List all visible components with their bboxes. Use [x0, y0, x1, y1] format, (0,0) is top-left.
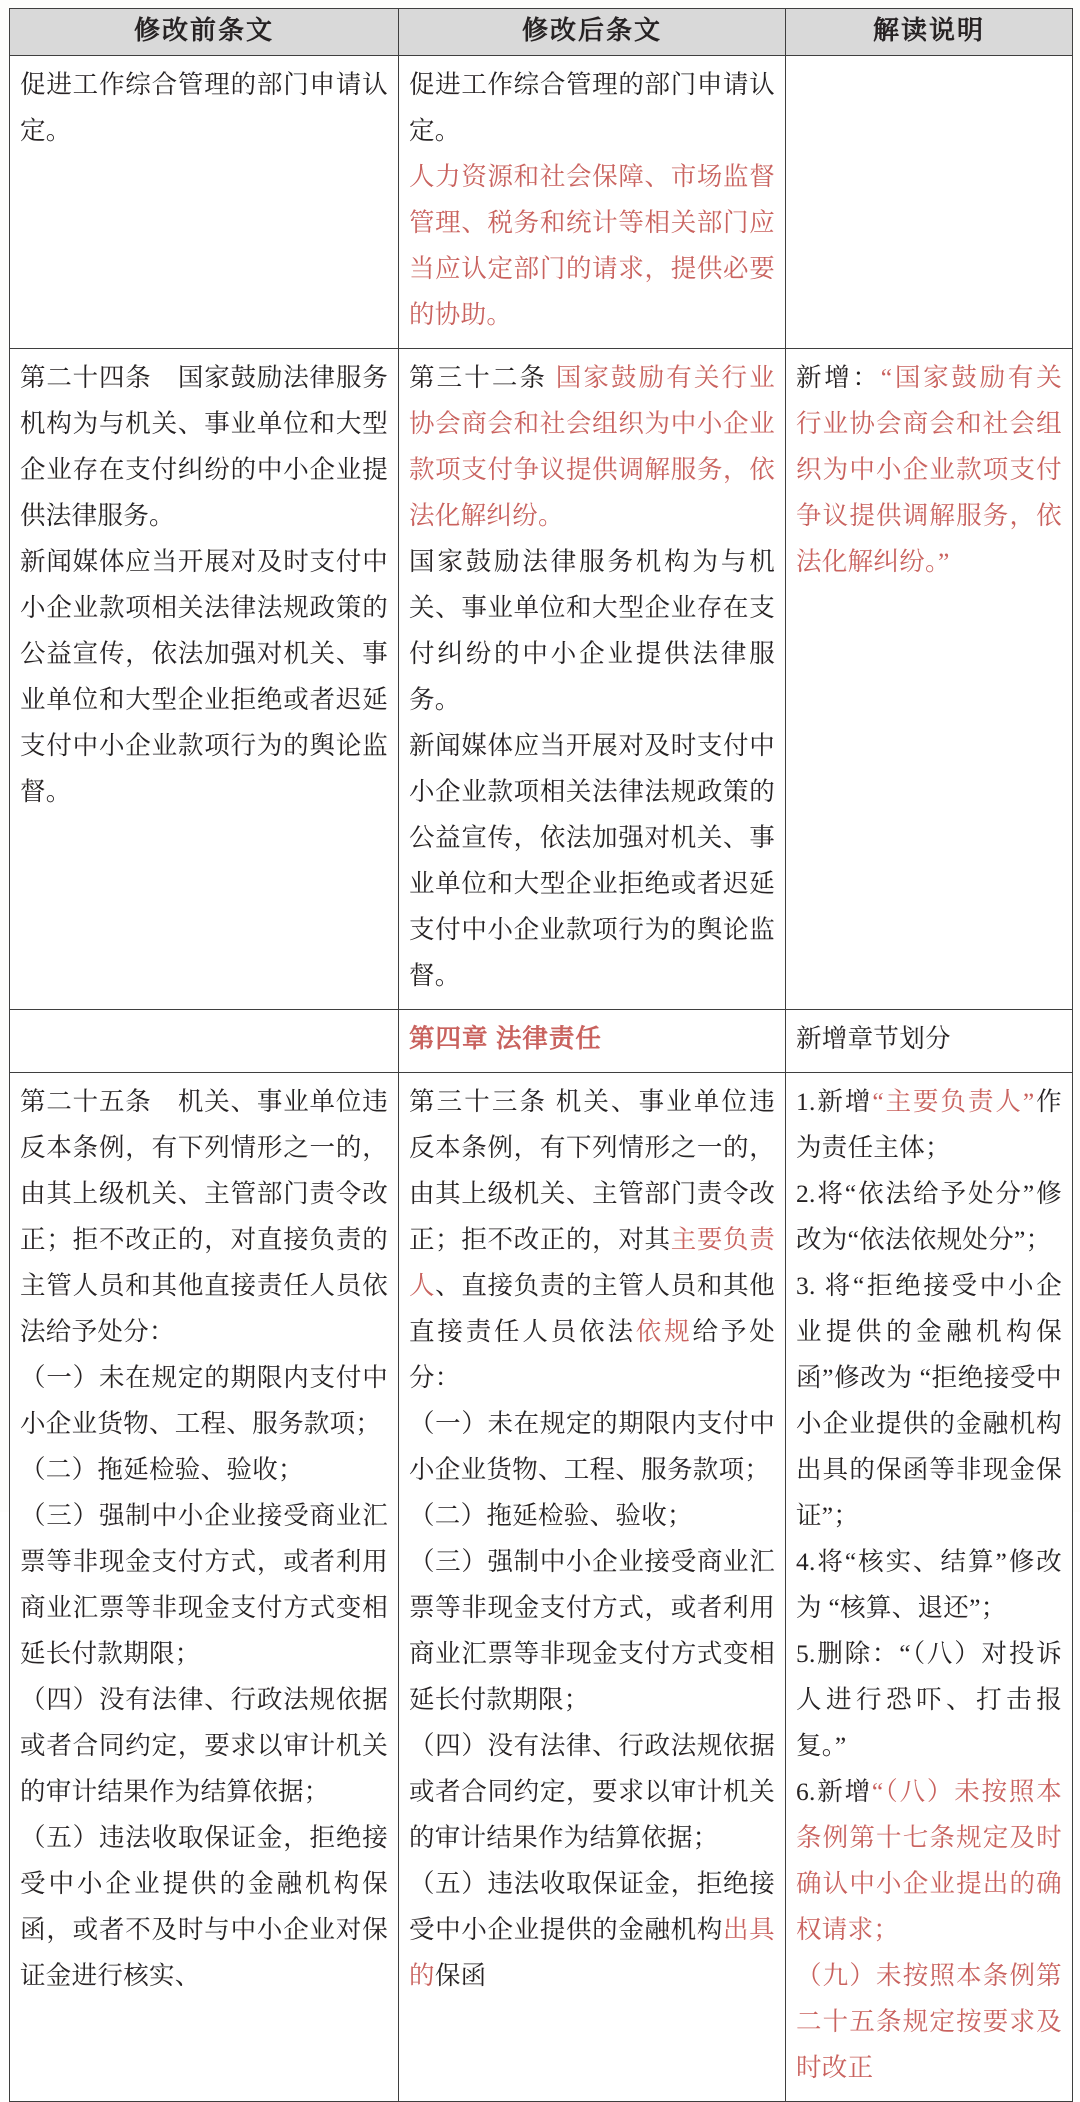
paragraph [409, 1401, 775, 1493]
body-text: 给予处分： [409, 1317, 775, 1392]
inserted-text: “（八）未按照本条例第十七条规定及时确认中小企业提出的确权请求； [796, 1777, 1063, 1944]
paragraph [796, 1016, 1062, 1062]
table-body [10, 56, 1073, 2102]
body-text: 促进工作综合管理的部门申请认定。 [409, 70, 775, 145]
body-text: 作为责任主体； [796, 1087, 1062, 1162]
cell-note [786, 56, 1073, 349]
inserted-text: “主要负责人” [872, 1087, 1035, 1116]
paragraph [796, 1079, 1062, 1171]
inserted-text: 人力资源和社会保障、市场监督管理、税务和统计等相关部门应当应认定部门的请求，提供必要的协助。 [409, 162, 775, 329]
body-text: 、直接负责的主管人员和其他直接责任人员依法 [409, 1271, 775, 1346]
paragraph [409, 1539, 775, 1723]
column-header-after: 修改后条文 [399, 9, 786, 56]
inserted-text: 国家鼓励有关行业协会商会和社会组织为中小企业款项支付争议提供调解服务，依法化解纠纷。 [409, 363, 775, 530]
cell-note [786, 349, 1073, 1010]
paragraph [20, 1447, 388, 1493]
paragraph [409, 539, 775, 723]
paragraph [409, 355, 775, 539]
paragraph [796, 1769, 1062, 1953]
body-text: 5.删除：“（八）对投诉人进行恐吓、打击报复。” [796, 1639, 1062, 1760]
body-text: 第三十二条 [409, 363, 556, 392]
row-article-24-32 [10, 349, 1073, 1010]
body-text: （二）拖延检验、验收； [20, 1455, 304, 1484]
paragraph [409, 1493, 775, 1539]
body-text: （一）未在规定的期限内支付中小企业货物、工程、服务款项； [409, 1409, 775, 1484]
paragraph [409, 1861, 775, 1999]
paragraph [20, 1815, 388, 1999]
body-text: 4.将“核实、结算”修改为 “核算、退还”； [796, 1547, 1062, 1622]
row-chapter-4 [10, 1010, 1073, 1073]
cell-before [10, 1010, 399, 1073]
body-text: 新增： [796, 363, 881, 392]
body-text: （四）没有法律、行政法规依据或者合同约定，要求以审计机关的审计结果作为结算依据； [409, 1731, 775, 1852]
table-header [10, 9, 1073, 56]
paragraph [409, 1079, 775, 1401]
cell-before [10, 1073, 399, 2102]
body-text: （二）拖延检验、验收； [409, 1501, 693, 1530]
paragraph [20, 1677, 388, 1815]
cell-before [10, 56, 399, 349]
body-text: 促进工作综合管理的部门申请认定。 [20, 70, 388, 145]
body-text: （三）强制中小企业接受商业汇票等非现金支付方式，或者利用商业汇票等非现金支付方式变相延长付款期限； [20, 1501, 388, 1668]
paragraph [796, 1171, 1062, 1263]
paragraph [409, 1016, 775, 1062]
cell-before [10, 349, 399, 1010]
paragraph [796, 1539, 1062, 1631]
column-header-before: 修改前条文 [10, 9, 399, 56]
paragraph [409, 154, 775, 338]
body-text: （一）未在规定的期限内支付中小企业货物、工程、服务款项； [20, 1363, 388, 1438]
body-text: 2.将“依法给予处分”修改为“依法依规处分”； [796, 1179, 1062, 1254]
body-text: 第二十五条 机关、事业单位违反本条例，有下列情形之一的，由其上级机关、主管部门责令改正；拒不改正的，对直接负责的主管人员和其他直接责任人员依法给予处分： [20, 1087, 388, 1346]
cell-after [399, 56, 786, 349]
body-text: （五）违法收取保证金，拒绝接受中小企业提供的金融机构保函，或者不及时与中小企业对保证金进行核实、 [20, 1823, 388, 1990]
paragraph [20, 355, 388, 539]
cell-after [399, 1073, 786, 2102]
body-text: （五）违法收取保证金，拒绝接受中小企业提供的金融机构 [409, 1869, 775, 1944]
row-article-25-33 [10, 1073, 1073, 2102]
paragraph [20, 62, 388, 154]
inserted-text: 出具的 [409, 1915, 775, 1990]
body-text: 3. 将“拒绝接受中小企业提供的金融机构保函”修改为 “拒绝接受中小企业提供的金融机构出具的保函等非现金保证”； [796, 1271, 1062, 1530]
paragraph [20, 1079, 388, 1355]
paragraph [796, 1631, 1062, 1769]
inserted-text: 依规 [635, 1317, 693, 1346]
inserted-text: “国家鼓励有关行业协会商会和社会组织为中小企业款项支付争议提供调解服务，依法化解纠纷。” [796, 363, 1062, 576]
header-row [10, 9, 1073, 56]
body-text: 新增章节划分 [796, 1024, 951, 1053]
cell-note [786, 1010, 1073, 1073]
cell-after [399, 1010, 786, 1073]
body-text: 国家鼓励法律服务机构为与机关、事业单位和大型企业存在支付纠纷的中小企业提供法律服务。 [409, 547, 775, 714]
paragraph [796, 1953, 1062, 2091]
paragraph [409, 723, 775, 999]
body-text: （四）没有法律、行政法规依据或者合同约定，要求以审计机关的审计结果作为结算依据； [20, 1685, 388, 1806]
paragraph [796, 355, 1062, 585]
paragraph [20, 539, 388, 815]
paragraph [409, 62, 775, 154]
inserted-text: （九）未按照本条例第二十五条规定按要求及时改正 [796, 1961, 1062, 2082]
paragraph [20, 1355, 388, 1447]
body-text: 新闻媒体应当开展对及时支付中小企业款项相关法律法规政策的公益宣传，依法加强对机关、事业单位和大型企业拒绝或者迟延支付中小企业款项行为的舆论监督。 [409, 731, 775, 990]
paragraph [409, 1723, 775, 1861]
cell-note [786, 1073, 1073, 2102]
body-text: 第二十四条 国家鼓励法律服务机构为与机关、事业单位和大型企业存在支付纠纷的中小企业提供法律服务。 [20, 363, 388, 530]
paragraph [796, 1263, 1062, 1539]
body-text: 1.新增 [796, 1087, 873, 1116]
body-text: 新闻媒体应当开展对及时支付中小企业款项相关法律法规政策的公益宣传，依法加强对机关、事业单位和大型企业拒绝或者迟延支付中小企业款项行为的舆论监督。 [20, 547, 388, 806]
cell-after [399, 349, 786, 1010]
column-header-note: 解读说明 [786, 9, 1073, 56]
row-promotion-dept [10, 56, 1073, 349]
inserted-text: 主要负责人 [409, 1225, 775, 1300]
body-text: 6.新增 [796, 1777, 872, 1806]
chapter-heading: 第四章 法律责任 [409, 1024, 602, 1053]
paragraph [20, 1493, 388, 1677]
body-text: （三）强制中小企业接受商业汇票等非现金支付方式，或者利用商业汇票等非现金支付方式变相延长付款期限； [409, 1547, 775, 1714]
body-text: 保函 [434, 1961, 487, 1990]
body-text: 第三十三条 机关、事业单位违反本条例，有下列情形之一的，由其上级机关、主管部门责令改正；拒不改正的，对其 [409, 1087, 775, 1254]
amendment-comparison-table [9, 8, 1073, 2102]
